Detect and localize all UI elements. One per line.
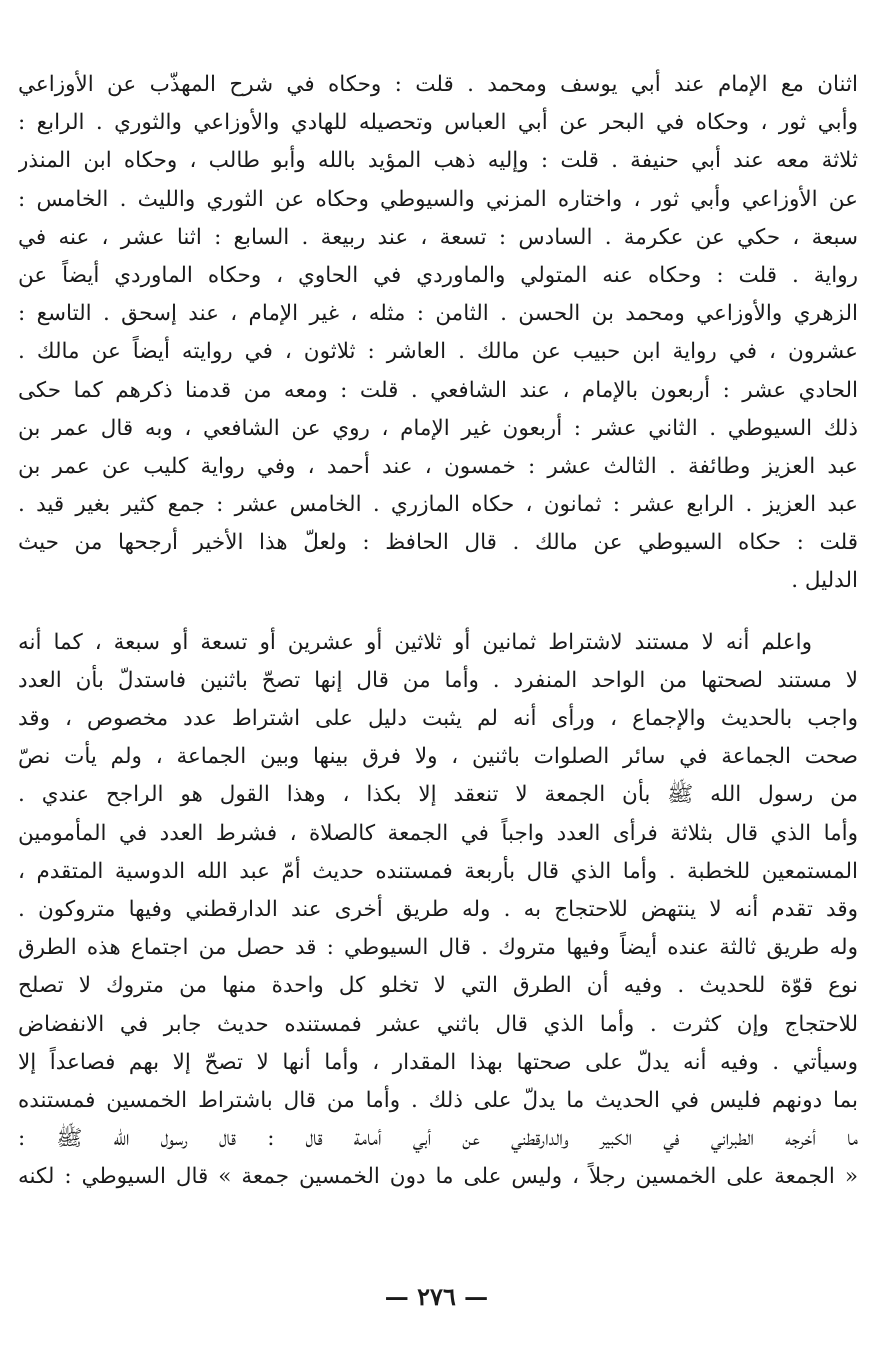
- text-line: ما أخرجه الطبراني في الكبير والدارقطني عن أبي أمامة قال : قال رسول الله ﷺ :: [18, 1126, 858, 1152]
- text-line: عن الأوزاعي وأبي ثور ، واختاره المزني والسيوطي وحكاه عن الثوري والليث . الخامس :: [18, 186, 858, 212]
- paragraph-gap: [18, 601, 858, 624]
- text-line: ثلاثة معه عند أبي حنيفة . قلت : وإليه ذهب المؤيد بالله وأبو طالب ، وحكاه ابن المنذر: [18, 148, 858, 174]
- text-line: اثنان مع الإمام عند أبي يوسف ومحمد . قلت : وحكاه في شرح المهذّب عن الأوزاعي: [18, 72, 858, 97]
- text-line: نوع قوّة للحديث . وفيه أن الطرق التي لا تخلو كل واحدة منها من متروك لا تصلح: [18, 973, 858, 999]
- text-line: عبد العزيز وطائفة . الثالث عشر : خمسون ، عند أحمد ، وفي رواية كليب عن عمر بن: [18, 453, 858, 479]
- text-line: الدليل .: [791, 568, 858, 594]
- text-line: ذلك السيوطي . الثاني عشر : أربعون غير الإمام ، روي عن الشافعي ، وبه قال عمر بن: [18, 415, 858, 441]
- paragraph-1: [18, 66, 858, 601]
- text-line: واجب بالحديث والإجماع ، ورأى أنه لم يثبت دليل على اشتراط عدد مخصوص ، وقد: [18, 706, 858, 731]
- text-line: وأبي ثور ، وحكاه في البحر عن أبي العباس وتحصيله للهادي والأوزاعي والثوري . الرابع :: [18, 110, 858, 136]
- text-line: الحادي عشر : أربعون بالإمام ، عند الشافعي . قلت : ومعه من قدمنا ذكرهم كما حكى: [18, 377, 858, 403]
- text-line: وله طريق ثالثة عنده أيضاً وفيها متروك . قال السيوطي : قد حصل من اجتماع هذه الطرق: [18, 935, 858, 961]
- text-line: عبد العزيز . الرابع عشر : ثمانون ، حكاه المازري . الخامس عشر : جمع كثير بغير قيد .: [18, 492, 858, 518]
- text-line: بما دونهم فليس في الحديث ما يدلّ على ذلك . وأما من قال باشتراط الخمسين فمستنده: [18, 1087, 858, 1113]
- text-line: رواية . قلت : وحكاه عنه المتولي والماوردي في الحاوي ، وحكاه الماوردي أيضاً عن: [18, 262, 858, 288]
- page-body: [18, 66, 858, 1266]
- text-line: صحت الجماعة في سائر الصلوات باثنين ، ولا فرق بينها وبين الجماعة ، ولم يأت نصّ: [18, 744, 858, 770]
- text-line: وسيأتي . وفيه أنه يدلّ على صحتها بهذا المقدار ، وأما أنها لا تصحّ إلا بهم فصاعداً إلا: [18, 1049, 858, 1075]
- text-line: من رسول الله ﷺ بأن الجمعة لا تنعقد إلا بكذا ، وهذا القول هو الراجح عندي .: [18, 782, 858, 808]
- page-number: — ٢٧٦ —: [384, 1282, 489, 1311]
- text-line: سبعة ، حكي عن عكرمة . السادس : تسعة ، عند ربيعة . السابع : اثنا عشر ، عنه في: [18, 224, 858, 250]
- text-line: عشرون ، في رواية ابن حبيب عن مالك . العاشر : ثلاثون ، في روايته أيضاً عن مالك .: [18, 339, 858, 365]
- text-line: واعلم أنه لا مستند لاشتراط ثمانين أو ثلاثين أو عشرين أو تسعة أو سبعة ، كما أنه: [18, 629, 812, 655]
- text-line: المستمعين للخطبة . وأما الذي قال بأربعة فمستنده حديث أمّ عبد الله الدوسية المتقدم ،: [18, 858, 858, 884]
- text-line: « الجمعة على الخمسين رجلاً ، وليس على ما دون الخمسين جمعة » قال السيوطي : لكنه: [18, 1164, 858, 1190]
- text-line: وأما الذي قال بثلاثة فرأى العدد واجباً في الجمعة كالصلاة ، فشرط العدد في المأمومين: [18, 820, 858, 846]
- text-line: للاحتجاج وإن كثرت . وأما الذي قال باثني عشر فمستنده حديث جابر في الانفضاض: [18, 1011, 858, 1037]
- text-line: الزهري والأوزاعي ومحمد بن الحسن . الثامن : مثله ، غير الإمام ، عند إسحق . التاسع :: [18, 301, 858, 327]
- text-line: لا مستند لصحتها من الواحد المنفرد . وأما من قال إنها تصحّ باثنين فاستدلّ بأن العدد: [18, 667, 858, 693]
- text-line: وقد تقدم أنه لا ينتهض للاحتجاج به . وله طريق أخرى عند الدارقطني وفيها متروكون .: [18, 896, 858, 922]
- paragraph-2: [18, 624, 858, 1197]
- text-line: قلت : حكاه السيوطي عن مالك . قال الحافظ : ولعلّ هذا الأخير أرجحها من حيث: [18, 530, 858, 556]
